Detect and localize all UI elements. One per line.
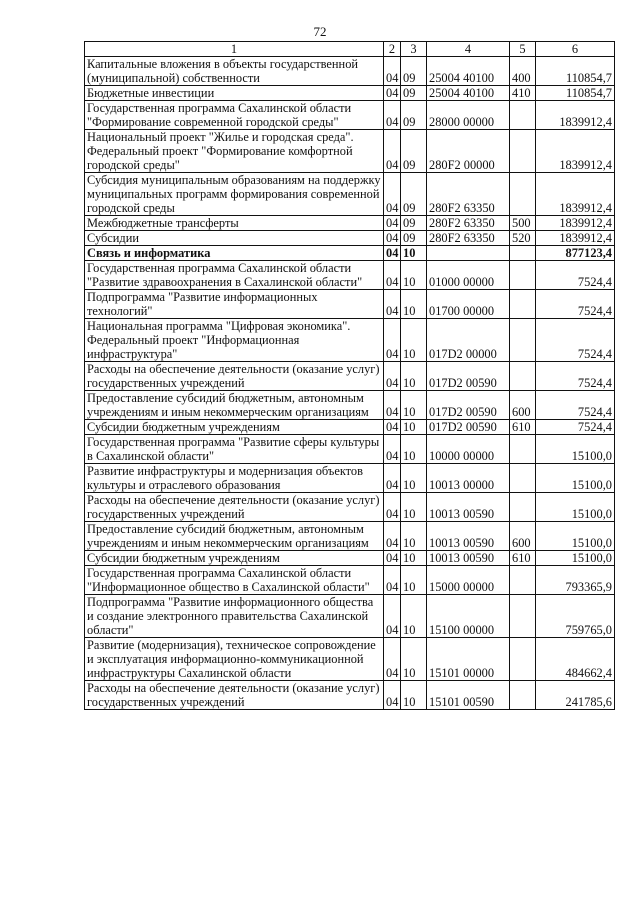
- amount-cell: 7524,4: [536, 420, 615, 435]
- section-code-cell: 04: [384, 290, 401, 319]
- subsection-code-cell: 10: [401, 420, 427, 435]
- table-row: [85, 420, 615, 435]
- expense-type-cell: [510, 261, 536, 290]
- subsection-code-cell: 09: [401, 173, 427, 216]
- target-article-cell: 10013 00590: [427, 493, 510, 522]
- expense-type-cell: 500: [510, 216, 536, 231]
- table-row: [85, 464, 615, 493]
- amount-cell: 7524,4: [536, 290, 615, 319]
- row-name-cell: Развитие (модернизация), техническое сопровождение и эксплуатация информационно-коммуникационной инфраструктуры Сахалинской области: [85, 638, 384, 681]
- target-article-cell: 017D2 00590: [427, 420, 510, 435]
- table-row: [85, 101, 615, 130]
- subsection-code-cell: 09: [401, 130, 427, 173]
- row-name-cell: Субсидии бюджетным учреждениям: [85, 420, 384, 435]
- section-code-cell: 04: [384, 595, 401, 638]
- amount-cell: 7524,4: [536, 319, 615, 362]
- column-header: 4: [427, 42, 510, 57]
- section-code-cell: 04: [384, 216, 401, 231]
- expense-type-cell: [510, 173, 536, 216]
- section-code-cell: 04: [384, 681, 401, 710]
- amount-cell: 759765,0: [536, 595, 615, 638]
- section-code-cell: 04: [384, 130, 401, 173]
- table-row: [85, 595, 615, 638]
- subsection-code-cell: 09: [401, 216, 427, 231]
- row-name-cell: Бюджетные инвестиции: [85, 86, 384, 101]
- section-code-cell: 04: [384, 101, 401, 130]
- section-code-cell: 04: [384, 493, 401, 522]
- row-name-cell: Подпрограмма "Развитие информационного общества и создание электронного правительства Сахалинской области": [85, 595, 384, 638]
- section-code-cell: 04: [384, 566, 401, 595]
- amount-cell: 7524,4: [536, 362, 615, 391]
- section-code-cell: 04: [384, 420, 401, 435]
- expense-type-cell: 600: [510, 391, 536, 420]
- target-article-cell: 10013 00590: [427, 522, 510, 551]
- table-row: [85, 566, 615, 595]
- row-name-cell: Государственная программа Сахалинской области "Формирование современной городской среды": [85, 101, 384, 130]
- amount-cell: 110854,7: [536, 86, 615, 101]
- expense-type-cell: [510, 130, 536, 173]
- expense-type-cell: [510, 319, 536, 362]
- section-code-cell: 04: [384, 319, 401, 362]
- target-article-cell: [427, 246, 510, 261]
- table-row: [85, 290, 615, 319]
- table-row: [85, 130, 615, 173]
- section-code-cell: 04: [384, 173, 401, 216]
- subsection-code-cell: 10: [401, 261, 427, 290]
- amount-cell: 1839912,4: [536, 216, 615, 231]
- subsection-code-cell: 10: [401, 391, 427, 420]
- subsection-code-cell: 10: [401, 681, 427, 710]
- subsection-code-cell: 09: [401, 86, 427, 101]
- table-row: [85, 231, 615, 246]
- target-article-cell: 017D2 00590: [427, 362, 510, 391]
- table-row: [85, 173, 615, 216]
- row-name-cell: Предоставление субсидий бюджетным, автономным учреждениям и иным некоммерческим организациям: [85, 522, 384, 551]
- target-article-cell: 01000 00000: [427, 261, 510, 290]
- table-row: [85, 681, 615, 710]
- expense-type-cell: [510, 464, 536, 493]
- amount-cell: 1839912,4: [536, 173, 615, 216]
- section-code-cell: 04: [384, 551, 401, 566]
- amount-cell: 15100,0: [536, 522, 615, 551]
- target-article-cell: 10013 00000: [427, 464, 510, 493]
- expense-type-cell: 520: [510, 231, 536, 246]
- subsection-code-cell: 10: [401, 595, 427, 638]
- column-header: 1: [85, 42, 384, 57]
- row-name-cell: Расходы на обеспечение деятельности (оказание услуг) государственных учреждений: [85, 681, 384, 710]
- row-name-cell: Государственная программа Сахалинской области "Информационное общество в Сахалинской области": [85, 566, 384, 595]
- section-code-cell: 04: [384, 522, 401, 551]
- subsection-code-cell: 10: [401, 362, 427, 391]
- amount-cell: 1839912,4: [536, 101, 615, 130]
- table-row: [85, 362, 615, 391]
- section-code-cell: 04: [384, 246, 401, 261]
- subsection-code-cell: 10: [401, 319, 427, 362]
- expense-type-cell: 600: [510, 522, 536, 551]
- expense-type-cell: [510, 101, 536, 130]
- budget-table: [84, 41, 615, 710]
- row-name-cell: Субсидии бюджетным учреждениям: [85, 551, 384, 566]
- row-name-cell: Государственная программа Сахалинской области "Развитие здравоохранения в Сахалинской области": [85, 261, 384, 290]
- section-code-cell: 04: [384, 231, 401, 246]
- amount-cell: 7524,4: [536, 261, 615, 290]
- section-code-cell: 04: [384, 435, 401, 464]
- amount-cell: 110854,7: [536, 57, 615, 86]
- subsection-code-cell: 10: [401, 566, 427, 595]
- table-body: [85, 57, 615, 710]
- amount-cell: 15100,0: [536, 435, 615, 464]
- section-code-cell: 04: [384, 391, 401, 420]
- subsection-code-cell: 10: [401, 522, 427, 551]
- row-name-cell: Национальная программа "Цифровая экономика". Федеральный проект "Информационная инфраструктура": [85, 319, 384, 362]
- table-row: [85, 216, 615, 231]
- row-name-cell: Субсидии: [85, 231, 384, 246]
- table-row: [85, 493, 615, 522]
- subsection-code-cell: 10: [401, 493, 427, 522]
- subsection-code-cell: 09: [401, 57, 427, 86]
- amount-cell: 1839912,4: [536, 130, 615, 173]
- subsection-code-cell: 10: [401, 551, 427, 566]
- table-row: [85, 319, 615, 362]
- expense-type-cell: [510, 566, 536, 595]
- amount-cell: 241785,6: [536, 681, 615, 710]
- amount-cell: 15100,0: [536, 464, 615, 493]
- section-code-cell: 04: [384, 362, 401, 391]
- target-article-cell: 017D2 00000: [427, 319, 510, 362]
- expense-type-cell: [510, 595, 536, 638]
- subsection-code-cell: 10: [401, 464, 427, 493]
- row-name-cell: Предоставление субсидий бюджетным, автономным учреждениям и иным некоммерческим организациям: [85, 391, 384, 420]
- target-article-cell: 280F2 63350: [427, 231, 510, 246]
- target-article-cell: 15101 00000: [427, 638, 510, 681]
- column-header: 2: [384, 42, 401, 57]
- expense-type-cell: [510, 290, 536, 319]
- target-article-cell: 280F2 63350: [427, 173, 510, 216]
- target-article-cell: 15100 00000: [427, 595, 510, 638]
- amount-cell: 793365,9: [536, 566, 615, 595]
- row-name-cell: Капитальные вложения в объекты государственной (муниципальной) собственности: [85, 57, 384, 86]
- target-article-cell: 01700 00000: [427, 290, 510, 319]
- table-row: [85, 391, 615, 420]
- subsection-code-cell: 09: [401, 101, 427, 130]
- expense-type-cell: 400: [510, 57, 536, 86]
- column-header: 3: [401, 42, 427, 57]
- expense-type-cell: [510, 435, 536, 464]
- table-row: [85, 246, 615, 261]
- subsection-code-cell: 10: [401, 290, 427, 319]
- target-article-cell: 28000 00000: [427, 101, 510, 130]
- table-row: [85, 261, 615, 290]
- table-row: [85, 57, 615, 86]
- row-name-cell: Межбюджетные трансферты: [85, 216, 384, 231]
- expense-type-cell: 610: [510, 420, 536, 435]
- row-name-cell: Государственная программа "Развитие сферы культуры в Сахалинской области": [85, 435, 384, 464]
- column-header: 5: [510, 42, 536, 57]
- row-name-cell: Связь и информатика: [85, 246, 384, 261]
- table-row: [85, 86, 615, 101]
- amount-cell: 7524,4: [536, 391, 615, 420]
- row-name-cell: Развитие инфраструктуры и модернизация объектов культуры и отраслевого образования: [85, 464, 384, 493]
- subsection-code-cell: 09: [401, 231, 427, 246]
- section-code-cell: 04: [384, 638, 401, 681]
- row-name-cell: Субсидия муниципальным образованиям на поддержку муниципальных программ формирования современной городской среды: [85, 173, 384, 216]
- target-article-cell: 280F2 00000: [427, 130, 510, 173]
- expense-type-cell: 610: [510, 551, 536, 566]
- expense-type-cell: [510, 638, 536, 681]
- expense-type-cell: [510, 362, 536, 391]
- section-code-cell: 04: [384, 261, 401, 290]
- header-row: [85, 42, 615, 57]
- expense-type-cell: 410: [510, 86, 536, 101]
- expense-type-cell: [510, 246, 536, 261]
- subsection-code-cell: 10: [401, 638, 427, 681]
- subsection-code-cell: 10: [401, 435, 427, 464]
- section-code-cell: 04: [384, 57, 401, 86]
- target-article-cell: 017D2 00590: [427, 391, 510, 420]
- amount-cell: 1839912,4: [536, 231, 615, 246]
- target-article-cell: 280F2 63350: [427, 216, 510, 231]
- target-article-cell: 25004 40100: [427, 86, 510, 101]
- row-name-cell: Расходы на обеспечение деятельности (оказание услуг) государственных учреждений: [85, 493, 384, 522]
- expense-type-cell: [510, 493, 536, 522]
- amount-cell: 15100,0: [536, 551, 615, 566]
- subsection-code-cell: 10: [401, 246, 427, 261]
- table-row: [85, 551, 615, 566]
- row-name-cell: Подпрограмма "Развитие информационных технологий": [85, 290, 384, 319]
- section-code-cell: 04: [384, 464, 401, 493]
- amount-cell: 877123,4: [536, 246, 615, 261]
- table-row: [85, 638, 615, 681]
- table-row: [85, 522, 615, 551]
- column-header: 6: [536, 42, 615, 57]
- target-article-cell: 25004 40100: [427, 57, 510, 86]
- page-number: 72: [313, 24, 327, 39]
- row-name-cell: Расходы на обеспечение деятельности (оказание услуг) государственных учреждений: [85, 362, 384, 391]
- table-row: [85, 435, 615, 464]
- section-code-cell: 04: [384, 86, 401, 101]
- target-article-cell: 10000 00000: [427, 435, 510, 464]
- expense-type-cell: [510, 681, 536, 710]
- target-article-cell: 15101 00590: [427, 681, 510, 710]
- amount-cell: 15100,0: [536, 493, 615, 522]
- target-article-cell: 10013 00590: [427, 551, 510, 566]
- target-article-cell: 15000 00000: [427, 566, 510, 595]
- amount-cell: 484662,4: [536, 638, 615, 681]
- row-name-cell: Национальный проект "Жилье и городская среда". Федеральный проект "Формирование комфортной городской среды": [85, 130, 384, 173]
